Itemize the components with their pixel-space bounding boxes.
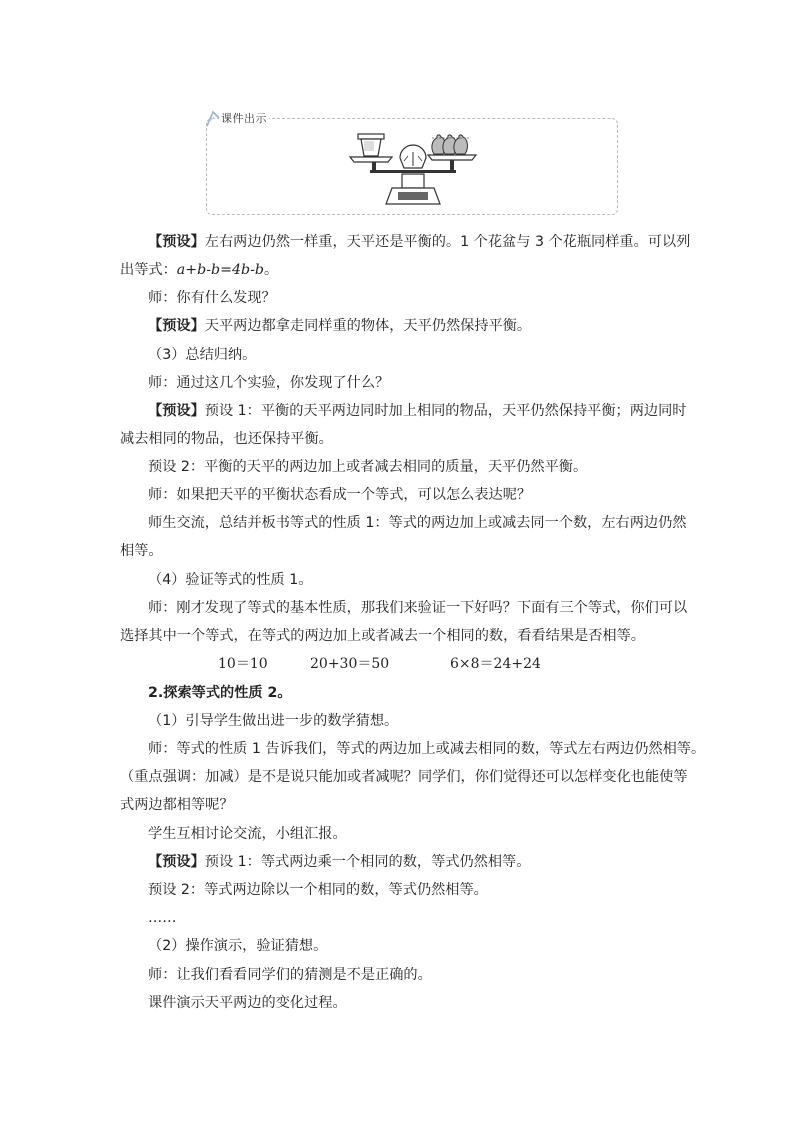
flower-pot-icon <box>358 134 384 156</box>
line-text: 课件演示天平两边的变化过程。 <box>148 995 347 1011</box>
preset-tag: 【预设】 <box>148 854 205 870</box>
line-text: 预设 2：等式两边除以一个相同的数，等式仍然相等。 <box>148 882 488 898</box>
line-summary-heading: （3）总结归纳。 <box>148 347 257 363</box>
line-teacher-question: 师：让我们看看同学们的猜测是不是正确的。 <box>148 967 432 983</box>
balance-scale-illustration <box>344 128 484 210</box>
line-text: （2）操作演示，验证猜想。 <box>148 938 328 954</box>
line-text: 左右两边仍然一样重，天平还是平衡的。1 个花盆与 3 个花瓶同样重。可以列 <box>204 234 691 250</box>
line-text: 。 <box>263 262 279 278</box>
line-preset-4 <box>148 852 530 872</box>
beam-icon <box>370 170 456 173</box>
vases-icon <box>432 135 470 154</box>
line-text: 预设 2：平衡的天平的两边加上或者减去相同的质量，天平仍然平衡。 <box>148 459 588 475</box>
preset-tag: 【预设】 <box>148 318 205 334</box>
right-pan-icon <box>428 155 476 160</box>
line-text: 减去相同的物品，也还保持平衡。 <box>120 431 333 447</box>
line-text: 师生交流，总结并板书等式的性质 1：等式的两边加上或减去同一个数，左右两边仍然 <box>148 515 687 531</box>
line-text: （1）引导学生做出进一步的数学猜想。 <box>148 713 399 729</box>
line-text: 相等。 <box>120 543 163 559</box>
line-text: （重点强调：加减）是不是说只能加或者减呢？同学们，你们觉得还可以怎样变化也能使等 <box>120 769 688 785</box>
line-teacher-question: 师：你有什么发现？ <box>148 290 276 306</box>
line-preset-2 <box>148 316 531 336</box>
line-preset-3 <box>148 401 687 421</box>
equation-3: 6×8＝24+24 <box>450 656 541 672</box>
line-equation-1 <box>120 260 278 280</box>
line-text: 天平两边都拿走同样重的物体，天平仍然保持平衡。 <box>204 318 532 334</box>
preset-tag: 【预设】 <box>148 403 205 419</box>
line-verify-heading: （4）验证等式的性质 1。 <box>148 572 313 588</box>
line-text: 式两边都相等呢？ <box>120 797 234 813</box>
line-text: 出等式： <box>120 262 177 278</box>
line-text: 学生互相讨论交流，小组汇报。 <box>148 826 347 842</box>
line-text: 预设 1：等式两边乘一个相同的数，等式仍然相等。 <box>204 854 531 870</box>
formula: a+b-b=4b-b <box>176 262 264 278</box>
line-teacher-question: 师：等式的性质 1 告诉我们，等式的两边加上或减去相同的数，等式左右两边仍然相等。 <box>148 741 706 757</box>
line-text: 预设 1：平衡的天平两边同时加上相同的物品，天平仍然保持平衡；两边同时 <box>204 403 687 419</box>
equation-2: 20+30＝50 <box>310 656 390 672</box>
preset-tag: 【预设】 <box>148 234 205 250</box>
equation-1: 10＝10 <box>218 656 268 672</box>
line-ellipsis: …… <box>148 910 177 926</box>
left-pan-icon <box>350 157 392 162</box>
line-text: 选择其中一个等式，在等式的两边加上或者减去一个相同的数，看看结果是否相等。 <box>120 628 645 644</box>
line-teacher-question: 师：通过这几个实验，你发现了什么？ <box>148 375 390 391</box>
section-heading: 2.探索等式的性质 2。 <box>148 685 292 701</box>
line-teacher-question: 师：如果把天平的平衡状态看成一个等式，可以怎么表达呢？ <box>148 487 532 503</box>
line-preset-1 <box>148 232 690 252</box>
courseware-label: 课件出示 <box>221 112 267 125</box>
line-teacher-question: 师：刚才发现了等式的基本性质，那我们来验证一下好吗？下面有三个等式，你们可以 <box>148 600 688 616</box>
